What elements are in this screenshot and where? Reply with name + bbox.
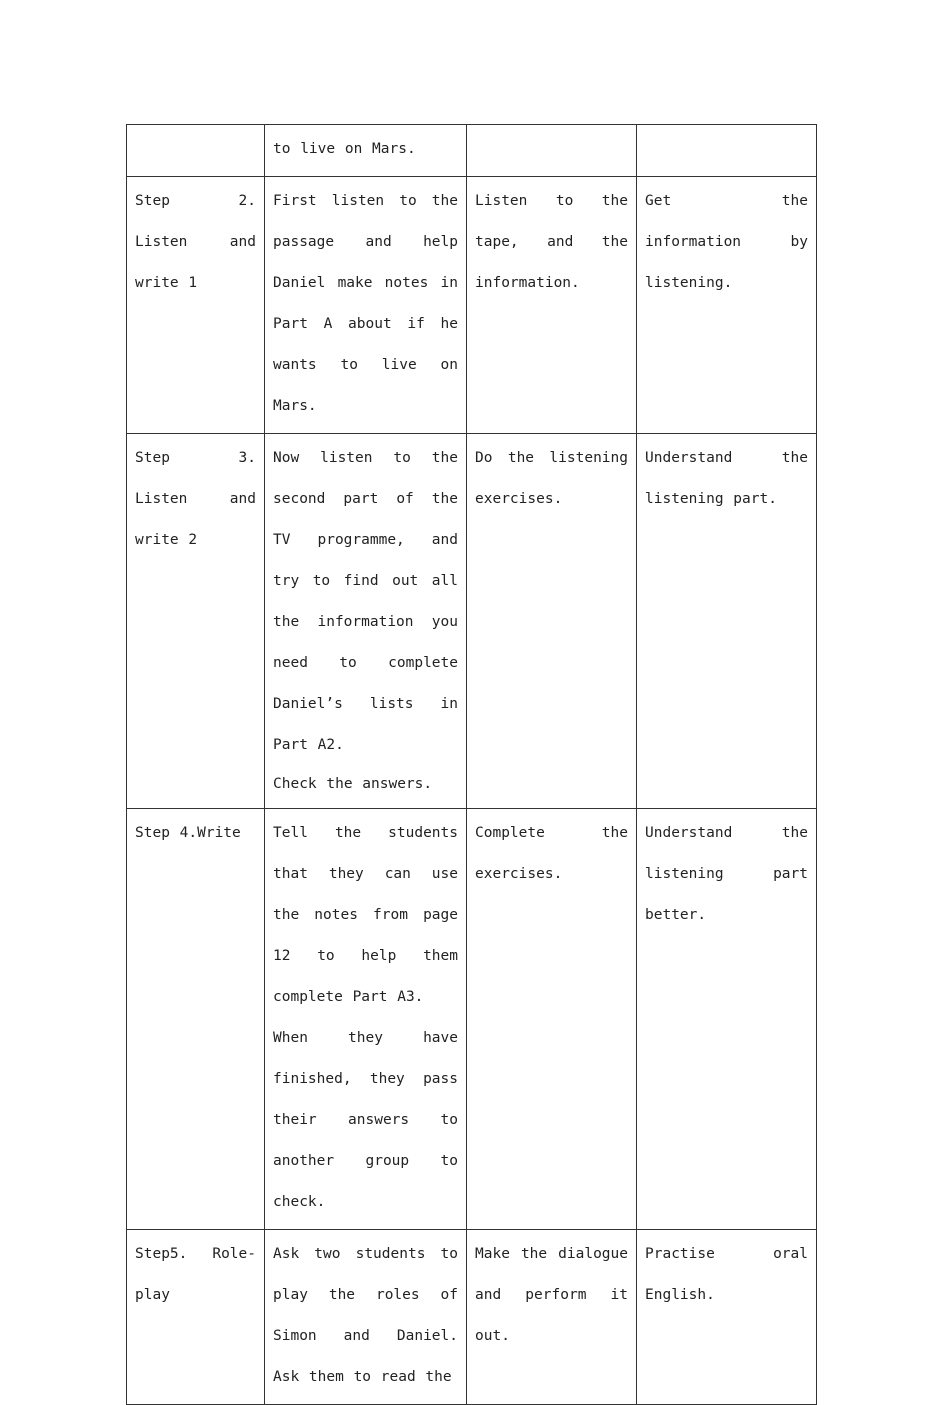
table-row xyxy=(127,177,817,434)
purpose-cell xyxy=(637,125,817,177)
purpose-cell: Understand the listening part. xyxy=(637,434,817,809)
student-activity-cell: Make the dialogue and perform it out. xyxy=(467,1230,637,1405)
purpose-cell: Get the information by listening. xyxy=(637,177,817,434)
table-row xyxy=(127,1230,817,1405)
student-activity-cell xyxy=(467,125,637,177)
step-cell: Step 3. Listen and write 2 xyxy=(127,434,265,809)
student-activity-cell: Listen to the tape, and the information. xyxy=(467,177,637,434)
student-activity-cell: Do the listening exercises. xyxy=(467,434,637,809)
step-cell: Step5. Role-play xyxy=(127,1230,265,1405)
teacher-activity-cell: Tell the students that they can use the notes from page 12 to help them complete Part A3. When they have finished, they pass their answers to another group to check. xyxy=(265,809,467,1230)
teacher-activity-cell: Now listen to the second part of the TV programme, and try to find out all the information you need to complete Daniel’s lists in Part A2. Check the answers. xyxy=(265,434,467,809)
lesson-plan-table xyxy=(126,124,817,1405)
teacher-activity-cell: to live on Mars. xyxy=(265,125,467,177)
student-activity-cell: Complete the exercises. xyxy=(467,809,637,1230)
step-cell xyxy=(127,125,265,177)
table-row xyxy=(127,809,817,1230)
teacher-activity-cell: First listen to the passage and help Daniel make notes in Part A about if he wants to live on Mars. xyxy=(265,177,467,434)
teacher-activity-cell: Ask two students to play the roles of Simon and Daniel. Ask them to read the xyxy=(265,1230,467,1405)
table-row xyxy=(127,125,817,177)
table-row xyxy=(127,434,817,809)
step-cell: Step 4.Write xyxy=(127,809,265,1230)
purpose-cell: Understand the listening part better. xyxy=(637,809,817,1230)
purpose-cell: Practise oral English. xyxy=(637,1230,817,1405)
step-cell: Step 2. Listen and write 1 xyxy=(127,177,265,434)
